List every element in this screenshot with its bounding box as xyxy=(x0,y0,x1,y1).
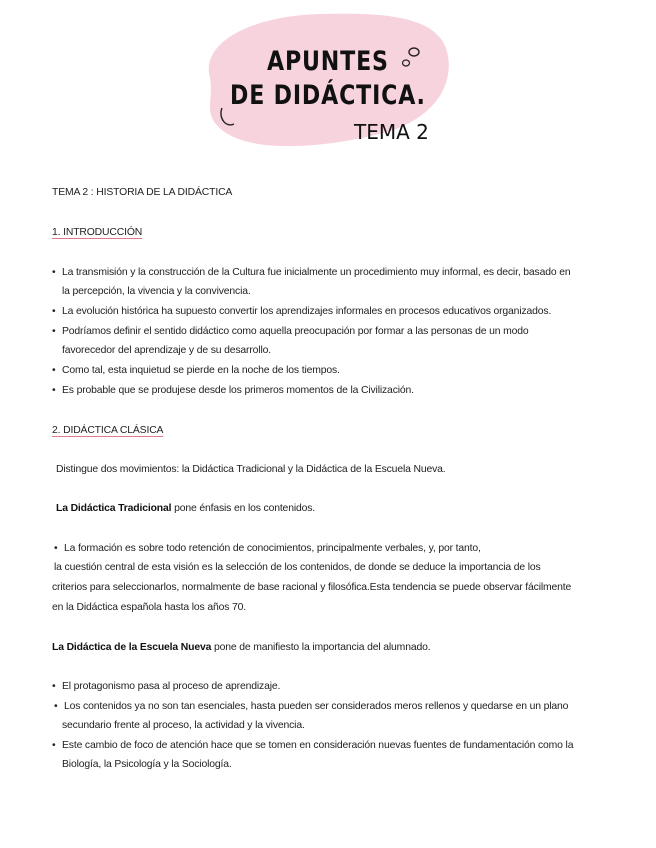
list-item: • La transmisión y la construcción de la Cultura fue inicialmente un procedimiento muy informal, es decir, basado en xyxy=(62,266,570,279)
list-item: • Este cambio de foco de atención hace que se tomen en consideración nuevas fuentes de fundamentación como la xyxy=(62,739,573,752)
list-item: • Los contenidos ya no son tan esenciales, hasta pueden ser considerados meros rellenos y quedarse en un plano xyxy=(64,700,568,713)
page-subtitle: TEMA 2 xyxy=(354,120,429,144)
bold-term: La Didáctica de la Escuela Nueva xyxy=(52,642,212,653)
paragraph-text: pone énfasis en los contenidos. xyxy=(171,503,316,514)
bold-term: La Didáctica Tradicional xyxy=(56,503,172,514)
list-item: • La evolución histórica ha supuesto convertir los aprendizajes informales en procesos educativos organizados. xyxy=(62,305,551,318)
list-item-continuation: Biología, la Psicología y la Sociología. xyxy=(62,759,232,770)
list-item-continuation: secundario frente al proceso, la actividad y la vivencia. xyxy=(62,720,305,731)
page-title-line2: DE DIDÁCTICA. xyxy=(230,80,426,111)
list-item: • Es probable que se produjese desde los primeros momentos de la Civilización. xyxy=(62,384,414,397)
paragraph-tradicional xyxy=(56,502,315,515)
list-item-continuation: favorecedor del aprendizaje y de su desarrollo. xyxy=(62,345,271,356)
list-item: • La formación es sobre todo retención de conocimientos, principalmente verbales, y, por tanto, xyxy=(64,542,481,555)
section-heading-introduccion: 1. INTRODUCCIÓN xyxy=(52,227,143,238)
paragraph-line: en la Didáctica española hasta los años 70. xyxy=(52,602,246,613)
list-item-continuation: la percepción, la vivencia y la convivencia. xyxy=(62,286,251,297)
list-item: • El protagonismo pasa al proceso de aprendizaje. xyxy=(62,680,280,693)
section-heading-didactica-clasica: 2. DIDÁCTICA CLÁSICA xyxy=(52,425,164,436)
list-item: • Podríamos definir el sentido didáctico como aquella preocupación por formar a las personas de un modo xyxy=(62,325,529,338)
tema-heading: TEMA 2 : HISTORIA DE LA DIDÁCTICA xyxy=(52,187,233,198)
paragraph-escuela-nueva xyxy=(52,641,430,654)
paragraph-text: pone de manifiesto la importancia del alumnado. xyxy=(211,642,431,653)
paragraph-line: criterios para seleccionarlos, normalmente de base racional y filosófica.Esta tendencia se puede observar fácilmente xyxy=(52,582,572,593)
paragraph: Distingue dos movimientos: la Didáctica Tradicional y la Didáctica de la Escuela Nueva. xyxy=(56,464,446,475)
list-item: • Como tal, esta inquietud se pierde en la noche de los tiempos. xyxy=(62,364,340,377)
paragraph-line: la cuestión central de esta visión es la selección de los contenidos, de donde se deduce la importancia de los xyxy=(54,562,541,573)
page-title-line1: APUNTES xyxy=(267,46,389,77)
